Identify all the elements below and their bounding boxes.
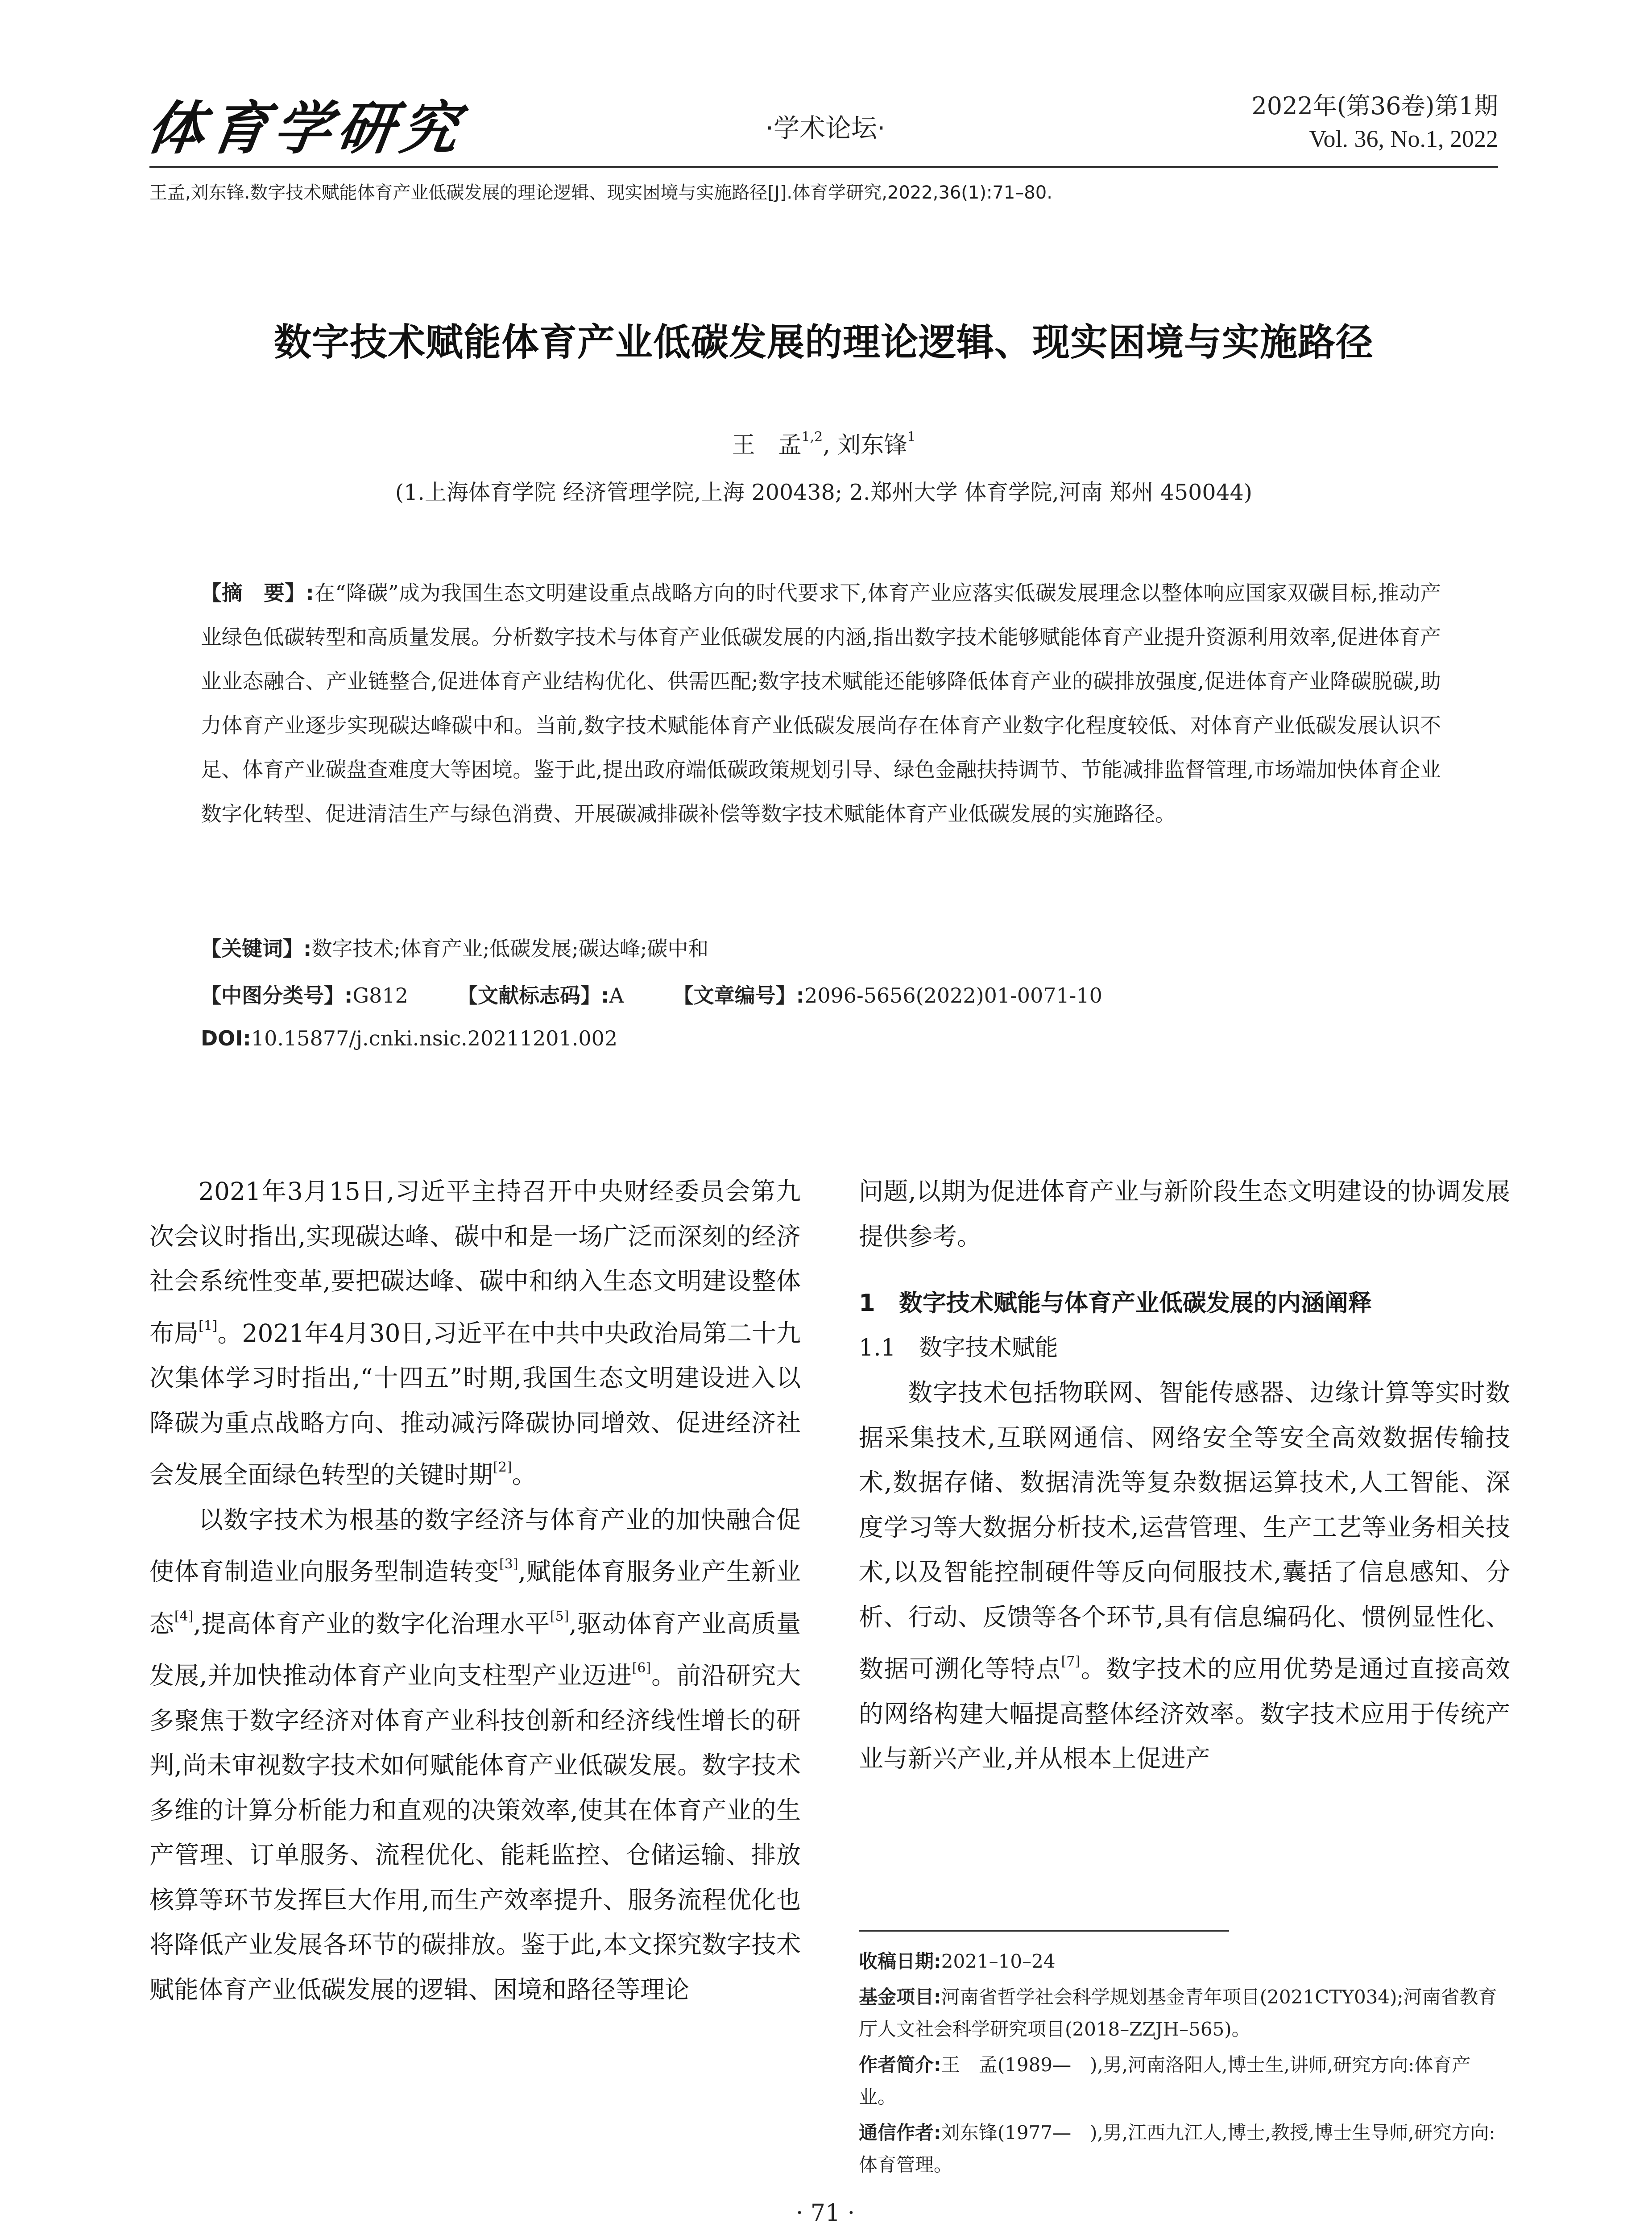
- body-text: 。2021年4月30日,习近平在中共中央政治局第二十九次集体学习时指出,“十四五”时期,我国生态文明建设进入以降碳为重点战略方向、推动减污降碳协同增效、促进经济社会发展全面绿色转型的关键时期: [149, 1319, 801, 1489]
- body-text: 以数字技术为根基的数字经济与体育产业的加快融合促使体育制造业向服务型制造转变: [149, 1505, 801, 1586]
- body-paragraph: [149, 1497, 801, 2012]
- reference-mark[interactable]: [7]: [1061, 1654, 1081, 1669]
- reference-mark[interactable]: [2]: [493, 1460, 512, 1475]
- footnote-label: 收稿日期:: [859, 1950, 941, 1972]
- body-text: ,驱动体育产业高质量发展,并加快推动体育产业向支柱型产业迈进: [149, 1609, 801, 1690]
- doc-code-label: 【文献标志码】:: [457, 983, 609, 1008]
- citation-line: 王孟,刘东锋.数字技术赋能体育产业低碳发展的理论逻辑、现实困境与实施路径[J].体育学研究,2022,36(1):71–80.: [149, 182, 1052, 203]
- author-name: 王 孟: [732, 432, 802, 459]
- body-text: 。前沿研究大多聚焦于数字经济对体育产业科技创新和经济线性增长的研判,尚未审视数字技术如何赋能体育产业低碳发展。数字技术多维的计算分析能力和直观的决策效率,使其在体育产业的生产管理、订单服务、流程优化、能耗监控、仓储运输、排放核算等环节发挥巨大作用,而生产效率提升、服务流程优化也将降低产业发展各环节的碳排放。鉴于此,本文探究数字技术赋能体育产业低碳发展的逻辑、困境和路径等理论: [149, 1661, 801, 2004]
- issue-info-cn: 2022年(第36卷)第1期: [1251, 92, 1498, 120]
- footnote-corresponding: [859, 2117, 1503, 2181]
- reference-mark[interactable]: [6]: [632, 1660, 651, 1676]
- footnote-label: 基金项目:: [859, 1986, 941, 2008]
- journal-logo: 体育学研究: [142, 95, 469, 162]
- footnote-rule: [859, 1930, 1229, 1932]
- body-text: 。数字技术的应用优势是通过直接高效的网络构建大幅提高整体经济效率。数字技术应用于传统产业与新兴产业,并从根本上促进产: [859, 1655, 1510, 1773]
- body-left-column: [149, 1169, 801, 2012]
- footnote-text: 2021–10–24: [941, 1950, 1056, 1972]
- article-no-label: 【文章编号】:: [673, 983, 804, 1008]
- subsection-heading: 1.1 数字技术赋能: [859, 1335, 1058, 1361]
- footnote-author: [859, 2049, 1503, 2113]
- issue-info-en: Vol. 36, No.1, 2022: [1309, 125, 1498, 152]
- body-right-column: [859, 1169, 1510, 1781]
- body-text: 数字技术包括物联网、智能传感器、边缘计算等实时数据采集技术,互联网通信、网络安全等安全高效数据传输技术,数据存储、数据清洗等复杂数据运算技术,人工智能、深度学习等大数据分析技术,运营管理、生产工艺等业务相关技术,以及智能控制硬件等反向伺服技术,囊括了信息感知、分析、行动、反馈等各个环节,具有信息编码化、惯例显性化、数据可溯化等特点: [859, 1378, 1510, 1683]
- clc-value: G812: [352, 983, 408, 1008]
- article-title: 数字技术赋能体育产业低碳发展的理论逻辑、现实困境与实施路径: [273, 320, 1374, 364]
- footnote-text: 河南省哲学社会科学规划基金青年项目(2021CTY034);河南省教育厅人文社会科学研究项目(2018–ZZJH–565)。: [859, 1986, 1497, 2040]
- reference-mark[interactable]: [5]: [550, 1608, 569, 1624]
- keywords-line: [201, 933, 1441, 962]
- body-text: ,赋能体育服务业产生新业态: [149, 1557, 801, 1638]
- body-paragraph: [859, 1370, 1510, 1781]
- footnote-label: 通信作者:: [859, 2122, 941, 2144]
- header-rule: [149, 166, 1498, 168]
- keywords-label: 【关键词】:: [201, 937, 312, 961]
- article-no-value: 2096-5656(2022)01-0071-10: [804, 983, 1102, 1008]
- body-text: ,提高体育产业的数字化治理水平: [193, 1609, 550, 1638]
- footnotes: [859, 1945, 1503, 2185]
- abstract-label: 【摘 要】:: [201, 581, 314, 605]
- author-affil-mark: 1: [907, 429, 916, 445]
- author-name: 刘东锋: [837, 432, 907, 459]
- abstract-text: 在“降碳”成为我国生态文明建设重点战略方向的时代要求下,体育产业应落实低碳发展理念以整体响应国家双碳目标,推动产业绿色低碳转型和高质量发展。分析数字技术与体育产业低碳发展的内涵,指出数字技术能够赋能体育产业提升资源利用效率,促进体育产业业态融合、产业链整合,促进体育产业结构优化、供需匹配;数字技术赋能还能够降低体育产业的碳排放强度,促进体育产业降碳脱碳,助力体育产业逐步实现碳达峰碳中和。当前,数字技术赋能体育产业低碳发展尚存在体育产业数字化程度较低、对体育产业低碳发展认识不足、体育产业碳盘查难度大等困境。鉴于此,提出政府端低碳政策规划引导、绿色金融扶持调节、节能减排监督管理,市场端加快体育企业数字化转型、促进清洁生产与绿色消费、开展碳减排碳补偿等数字技术赋能体育产业低碳发展的实施路径。: [201, 581, 1441, 826]
- section-heading: 1 数字技术赋能与体育产业低碳发展的内涵阐释: [859, 1290, 1372, 1317]
- author-affil-mark: 1,2: [801, 429, 823, 445]
- doi-value: 10.15877/j.cnki.nsic.20211201.002: [251, 1026, 618, 1050]
- column-label: ·学术论坛·: [765, 113, 886, 143]
- clc-label: 【中图分类号】:: [201, 983, 353, 1008]
- doc-code-value: A: [609, 983, 624, 1008]
- page-number: · 71 ·: [795, 2200, 855, 2227]
- body-text: 。: [512, 1460, 537, 1489]
- body-paragraph: [149, 1169, 801, 1497]
- reference-mark[interactable]: [3]: [499, 1556, 518, 1572]
- footnote-received: [859, 1945, 1503, 1978]
- body-text: 2021年3月15日,习近平主持召开中央财经委员会第九次会议时指出,实现碳达峰、碳中和是一场广泛而深刻的经济社会系统性变革,要把碳达峰、碳中和纳入生态文明建设整体布局: [149, 1177, 801, 1348]
- footnote-fund: [859, 1981, 1503, 2045]
- keywords-value: 数字技术;体育产业;低碳发展;碳达峰;碳中和: [311, 937, 709, 961]
- body-paragraph: 问题,以期为促进体育产业与新阶段生态文明建设的协调发展提供参考。: [859, 1177, 1510, 1251]
- affiliation-line: (1.上海体育学院 经济管理学院,上海 200438; 2.郑州大学 体育学院,河南 郑州 450044): [395, 480, 1252, 505]
- reference-mark[interactable]: [4]: [174, 1608, 194, 1624]
- footnote-text: 刘东锋(1977— ),男,江西九江人,博士,教授,博士生导师,研究方向:体育管理。: [859, 2122, 1495, 2176]
- reference-mark[interactable]: [1]: [199, 1318, 218, 1334]
- author-separator: ,: [823, 432, 838, 459]
- abstract: [201, 571, 1441, 836]
- doi-label: DOI:: [201, 1026, 251, 1050]
- doi-line: [201, 1026, 1441, 1050]
- footnote-text: 王 孟(1989— ),男,河南洛阳人,博士生,讲师,研究方向:体育产业。: [859, 2054, 1471, 2108]
- classification-line: [201, 979, 1441, 1009]
- author-line: [149, 426, 1498, 460]
- footnote-label: 作者简介:: [859, 2054, 941, 2076]
